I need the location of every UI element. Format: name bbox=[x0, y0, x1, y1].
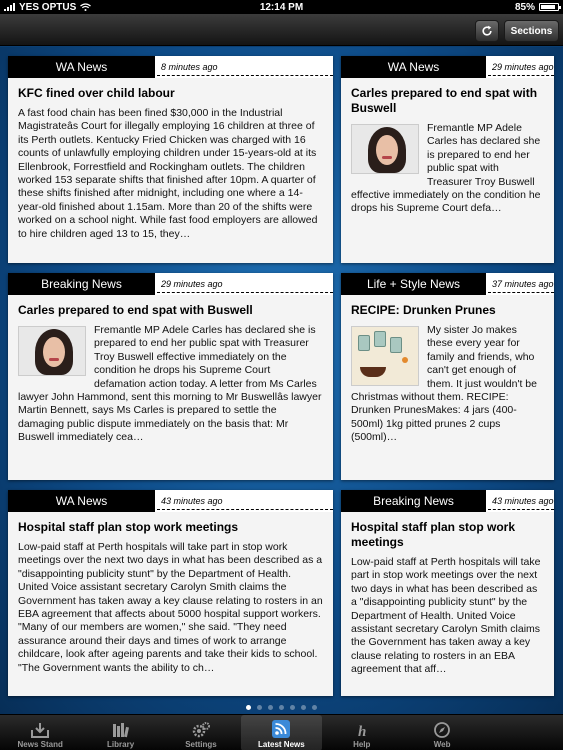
tab-settings[interactable] bbox=[161, 715, 241, 750]
wifi-icon bbox=[80, 3, 91, 11]
status-left bbox=[4, 2, 204, 13]
status-bar bbox=[0, 0, 563, 14]
card-section: WA News bbox=[341, 56, 486, 78]
page-dot[interactable] bbox=[301, 705, 306, 710]
article-summary-text: Fremantle MP Adele Carles has declared she is prepared to end her public spat with Treasurer Troy Buswell effective immediately on the condition he drops his Supreme Court defamation action today. A letter from Ms Carles lawyer John Hammond, sent this morning to Mr Buswellâs lawyer Martin Bennett, says Ms Carles is prepared to settle the damaging public dispute immediately on the basis that: Mr Buswell immediately cea… bbox=[18, 324, 322, 444]
page-dot[interactable] bbox=[312, 705, 317, 710]
card-timestamp: 43 minutes ago bbox=[157, 492, 333, 510]
status-right bbox=[359, 2, 559, 13]
article-card[interactable] bbox=[8, 56, 333, 263]
article-summary bbox=[341, 550, 554, 677]
article-summary-text: Low-paid staff at Perth hospitals will take part in stop work meetings over the next two days in what has been described as a "disappointing publicity stunt" by the Department of Health. United Voice assistant secretary Carolyn Smith claims the Government has taken away a key clause relating to rosters in an EBA agreement that aff… bbox=[351, 556, 541, 676]
card-section: Breaking News bbox=[341, 490, 486, 512]
article-thumbnail bbox=[18, 326, 86, 376]
card-timestamp: 29 minutes ago bbox=[157, 275, 333, 293]
article-summary bbox=[341, 318, 554, 445]
card-section: Breaking News bbox=[8, 273, 155, 295]
card-header bbox=[341, 490, 554, 512]
signal-icon bbox=[4, 3, 15, 11]
battery-icon bbox=[539, 3, 559, 11]
tab-news-stand[interactable] bbox=[0, 715, 80, 750]
article-card[interactable] bbox=[8, 273, 333, 480]
article-summary bbox=[8, 101, 333, 241]
article-thumbnail bbox=[351, 124, 419, 174]
page-dot[interactable] bbox=[257, 705, 262, 710]
card-header bbox=[341, 56, 554, 78]
tab-label: Settings bbox=[185, 740, 217, 749]
article-thumbnail bbox=[351, 326, 419, 386]
card-header bbox=[341, 273, 554, 295]
article-card[interactable] bbox=[341, 56, 554, 263]
tab-label: Latest News bbox=[258, 740, 305, 749]
article-title[interactable]: KFC fined over child labour bbox=[18, 86, 175, 100]
article-title[interactable]: Hospital staff plan stop work meetings bbox=[351, 520, 516, 549]
top-toolbar bbox=[0, 14, 563, 46]
card-header bbox=[8, 490, 333, 512]
tab-bar bbox=[0, 714, 563, 750]
news-stand-icon bbox=[30, 722, 50, 738]
article-summary bbox=[8, 318, 333, 445]
page-dot[interactable] bbox=[268, 705, 273, 710]
card-timestamp: 29 minutes ago bbox=[488, 58, 554, 76]
card-timestamp: 43 minutes ago bbox=[488, 492, 554, 510]
tab-label: Library bbox=[107, 740, 135, 749]
article-summary bbox=[341, 116, 554, 216]
page-indicator[interactable] bbox=[0, 702, 563, 712]
article-title[interactable]: RECIPE: Drunken Prunes bbox=[351, 303, 496, 317]
tab-library[interactable] bbox=[80, 715, 160, 750]
article-summary-text: Fremantle MP Adele Carles has declared she is prepared to end her public spat with Treasurer Troy Buswell effective immediately on the condition he drops his Supreme Court defa… bbox=[351, 122, 541, 215]
compass-icon bbox=[432, 722, 452, 738]
tab-latest-news[interactable] bbox=[241, 715, 321, 750]
article-card[interactable] bbox=[8, 490, 333, 696]
library-icon bbox=[111, 722, 131, 738]
tab-help[interactable] bbox=[322, 715, 402, 750]
help-icon bbox=[352, 722, 372, 738]
card-section: WA News bbox=[8, 490, 155, 512]
status-time: 12:14 PM bbox=[259, 1, 304, 13]
refresh-icon bbox=[481, 25, 493, 37]
svg-text:h: h bbox=[357, 724, 367, 738]
article-title[interactable]: Carles prepared to end spat with Buswell bbox=[351, 86, 538, 115]
settings-icon bbox=[191, 722, 211, 738]
article-summary-text: Low-paid staff at Perth hospitals will take part in stop work meetings over the next two days in what has been described as a "disappointing publicity stunt" by the Department of Health. United Voice assistant secretary Carolyn Smith claims the Government has taken away a key clause relating to rosters in an EBA agreement that affects about 5000 hospital support workers. "Many of our members are women," she said. "They need assurance around their days and times of work to arrange childcare, look after ageing parents and take their kids to school. "The Government wants the ability to ch… bbox=[18, 541, 323, 674]
article-summary bbox=[8, 535, 333, 675]
article-summary-text: A fast food chain has been fined $30,000 in the Industrial Magistrateâs Court for illegally employing 16 children at three of its Perth outlets. Kentucky Fried Chicken was charged with 16 counts of unlawfully employing children under 15-years-old at its Ellenbrook, Forrestfield and Rockingham outlets. The children worked 153 separate shifts that finished after 10pm. A quarter of these shifts finished after midnight, including one where a 14-year-old finished about 1.15am. More than 20 of the shifts were worked on a school night. While fast food employers are allowed to hire children aged 13 to 15, they… bbox=[18, 107, 318, 240]
rss-icon bbox=[271, 720, 291, 738]
card-section: WA News bbox=[8, 56, 155, 78]
page-dot[interactable] bbox=[246, 705, 251, 710]
card-header bbox=[8, 56, 333, 78]
tab-label: Help bbox=[353, 740, 371, 749]
article-title[interactable]: Carles prepared to end spat with Buswell bbox=[18, 303, 253, 317]
battery-percent: 85% bbox=[514, 1, 535, 13]
tab-label: Web bbox=[433, 740, 451, 749]
article-summary-text: My sister Jo makes these every year for family and friends, who can't get enough of them. It just wouldn't be Christmas without them. RECIPE: Drunken PrunesMakes: 4 jars (400-500ml) 1kg pitted prunes 2 cups (500ml)… bbox=[351, 324, 537, 444]
refresh-button[interactable] bbox=[475, 20, 499, 42]
card-header bbox=[8, 273, 333, 295]
tab-web[interactable] bbox=[402, 715, 482, 750]
article-title[interactable]: Hospital staff plan stop work meetings bbox=[18, 520, 239, 534]
sections-button[interactable]: Sections bbox=[504, 20, 559, 42]
page-dot[interactable] bbox=[290, 705, 295, 710]
tab-label: News Stand bbox=[17, 740, 63, 749]
carrier-name: YES OPTUS bbox=[19, 1, 77, 13]
page-dot[interactable] bbox=[279, 705, 284, 710]
content-area bbox=[0, 47, 563, 714]
article-card[interactable] bbox=[341, 273, 554, 480]
card-timestamp: 37 minutes ago bbox=[488, 275, 554, 293]
article-card[interactable] bbox=[341, 490, 554, 696]
card-section: Life + Style News bbox=[341, 273, 486, 295]
card-timestamp: 8 minutes ago bbox=[157, 58, 333, 76]
battery-fill bbox=[541, 5, 555, 9]
